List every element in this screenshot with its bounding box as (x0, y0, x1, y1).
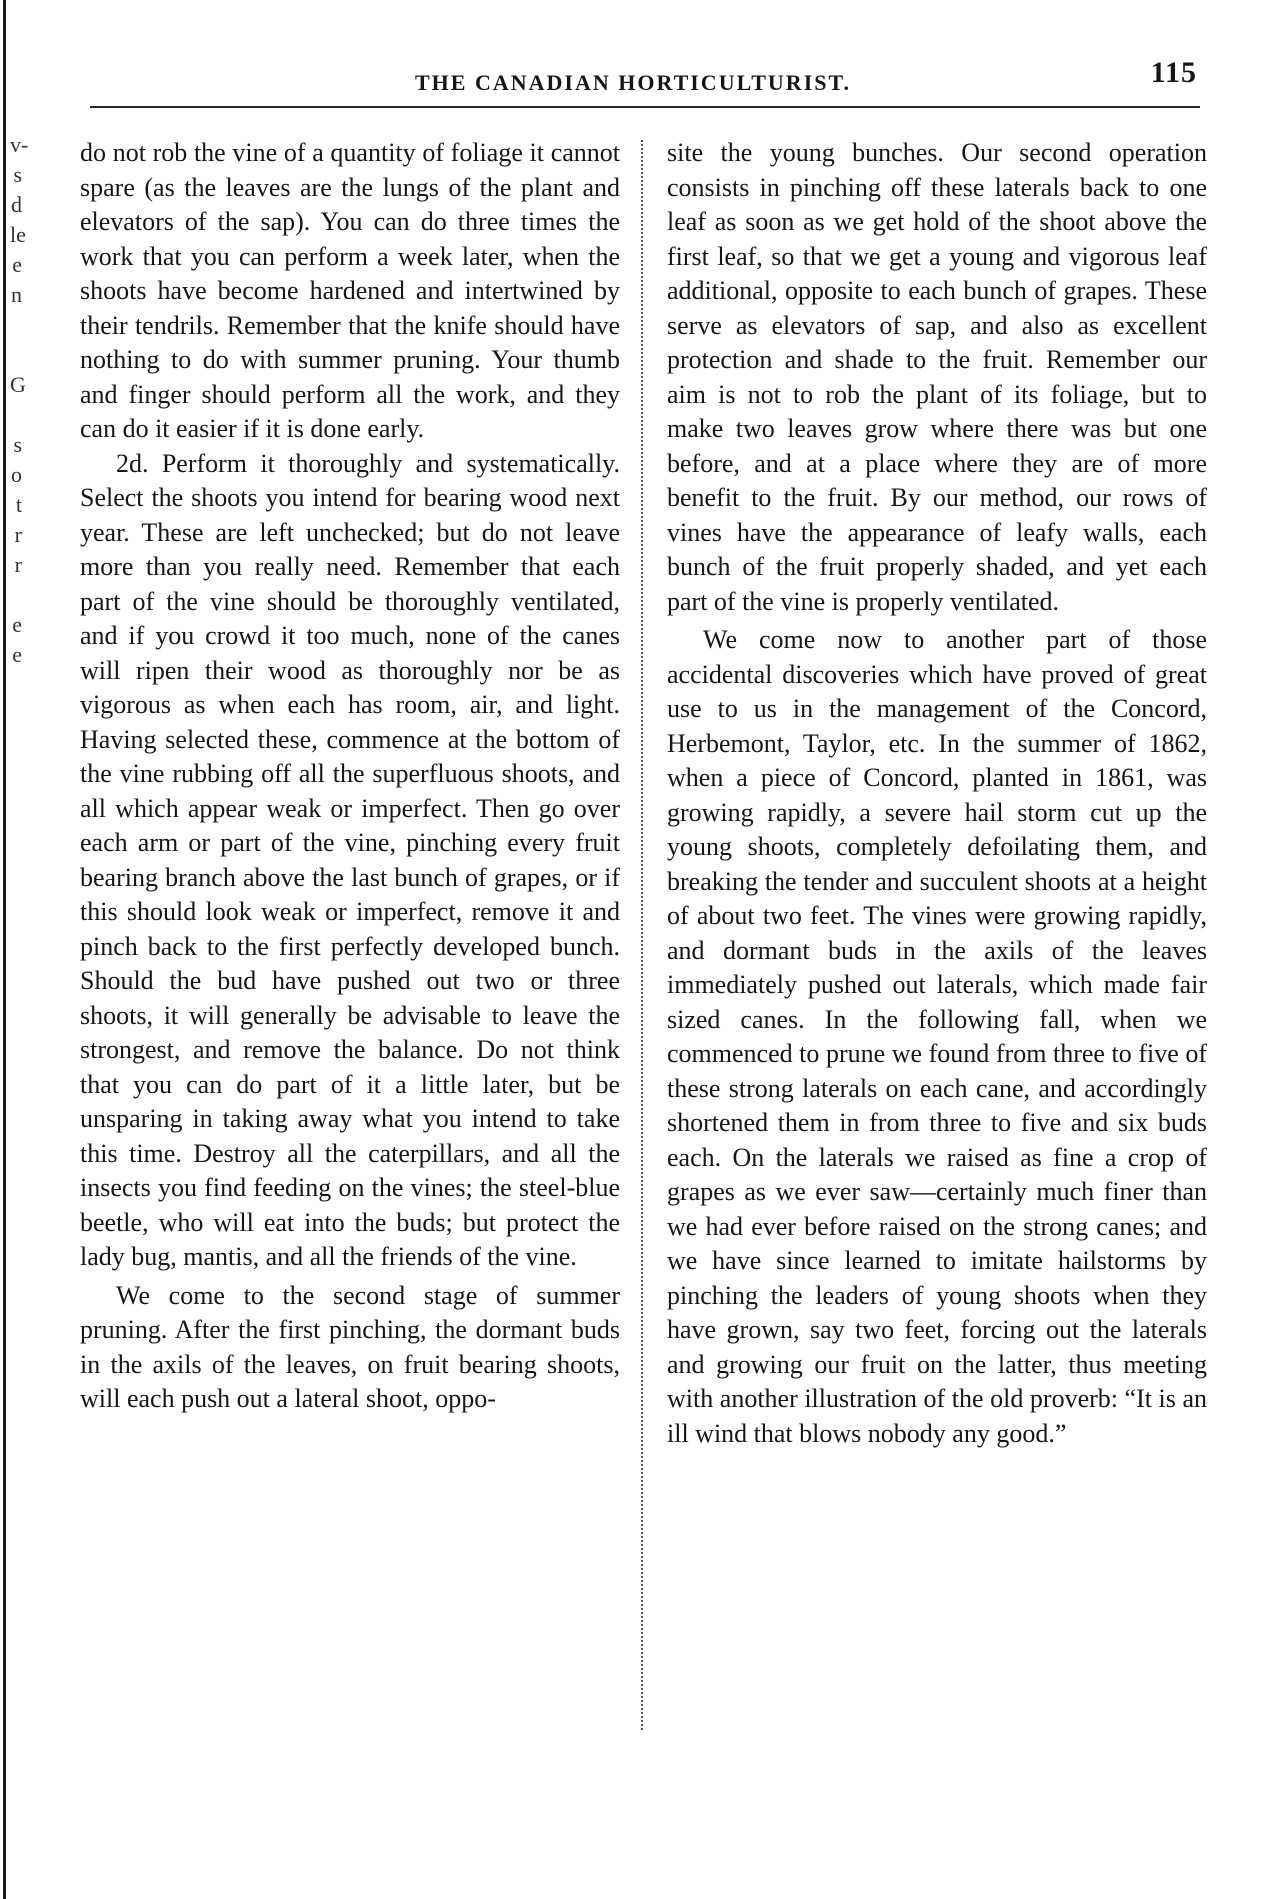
margin-fragment: e (12, 252, 22, 277)
header-rule (90, 106, 1200, 108)
margin-fragment: e (12, 642, 22, 667)
margin-fragment: d (11, 192, 22, 217)
paragraph: We come now to another part of those accidental discoveries which have proved of great use to us in the management of the Concord, Herbemont, Taylor, etc. In the summer of 1862, when a piece of Concord, planted in 1861, was growing rapidly, a severe hail storm cut up the young shoots, completely defoilating them, and breaking the tender and succulent shoots at a height of about two feet. The vines were growing rapidly, and dormant buds in the axils of the leaves immediately pushed out laterals, which made fair sized canes. In the following fall, when we commenced to prune we found from three to five of these strong laterals on each cane, and accordingly shortened them in from three to five and six buds each. On the laterals we raised as fine a crop of grapes as we ever saw—certainly much finer than we had ever before raised on the strong canes; and we have since learned to imitate hailstorms by pinching the leaders of young shoots when they have grown, say two feet, forcing out the laterals and growing our fruit on the latter, thus meeting with another illustration of the old proverb: “It is an ill wind that blows nobody any good.” (667, 625, 1207, 1448)
margin-fragment (10, 340, 70, 370)
margin-fragment: le (10, 222, 26, 247)
margin-fragment: v- (10, 132, 29, 157)
adjacent-page-margin-fragments (10, 130, 70, 700)
margin-fragment: r (14, 522, 22, 547)
margin-fragment: e (12, 612, 22, 637)
margin-fragment (10, 310, 70, 340)
running-title: THE CANADIAN HORTICULTURIST. (415, 70, 852, 95)
margin-fragment: s (13, 162, 22, 187)
page-header (75, 44, 1225, 100)
margin-fragment: t (15, 492, 22, 517)
paragraph: do not rob the vine of a quantity of foliage it cannot spare (as the leaves are the lungs of the plant and elevators of the sap). You can do three times the work that you can perform a week later, when the shoots have become hardened and intertwined by their tendrils. Remember that the knife should have nothing to do with summer pruning. Your thumb and finger should perform all the work, and they can do it easier if it is done early. (80, 138, 620, 443)
page-number: 115 (1150, 56, 1197, 89)
paragraph: We come to the second stage of summer pruning. After the first pinching, the dormant buds in the axils of the leaves, on fruit bearing shoots, will each push out a lateral shoot, oppo- (80, 1280, 620, 1413)
page-edge-rule (3, 0, 6, 1899)
margin-fragment: r (14, 552, 22, 577)
margin-fragment (10, 670, 70, 700)
margin-fragment (10, 400, 70, 430)
margin-fragment: n (11, 282, 22, 307)
left-column (80, 136, 620, 1417)
paragraph: site the young bunches. Our second operation consists in pinching off these laterals back to one leaf as soon as we get hold of the shoot above the first leaf, so that we get a young and vigorous leaf additional, opposite to each bunch of grapes. These serve as elevators of sap, and also as excellent protection and shade to the fruit. Remember our aim is not to rob the plant of its foliage, but to make two leaves grow where there was but one before, and at a place where they are of more benefit to the fruit. By our method, our rows of vines have the appearance of leafy walls, each bunch of the fruit properly shaded, and yet each part of the vine is properly ventilated. (667, 138, 1207, 616)
paragraph: 2d. Perform it thoroughly and systematically. Select the shoots you intend for bearing wood next year. These are left unchecked; but do not leave more than you really need. Remember that each part of the vine should be thoroughly ventilated, and if you crowd it too much, none of the canes will ripen their wood as thoroughly nor be as vigorous as when each has room, air, and light. Having selected these, commence at the bottom of the vine rubbing off all the superfluous shoots, and all which appear weak or imperfect. Then go over each arm or part of the vine, pinching every fruit bearing branch above the last bunch of grapes, or if this should look weak or imperfect, remove it and pinch back to the first perfectly developed bunch. Should the bud have pushed out two or three shoots, it will generally be advisable to leave the strongest, and remove the balance. Do not think that you can do part of it a little later, but be unsparing in taking away what you intend to take this time. Destroy all the caterpillars, and all the insects you find feeding on the vines; the steel-blue beetle, who will eat into the buds; but protect the lady bug, mantis, and all the friends of the vine. (80, 448, 620, 1271)
margin-fragment (10, 580, 70, 610)
right-column (667, 136, 1207, 1451)
margin-fragment: o (11, 462, 22, 487)
margin-fragment: s (13, 432, 22, 457)
margin-fragment: G (10, 372, 26, 397)
column-divider (641, 140, 643, 1730)
